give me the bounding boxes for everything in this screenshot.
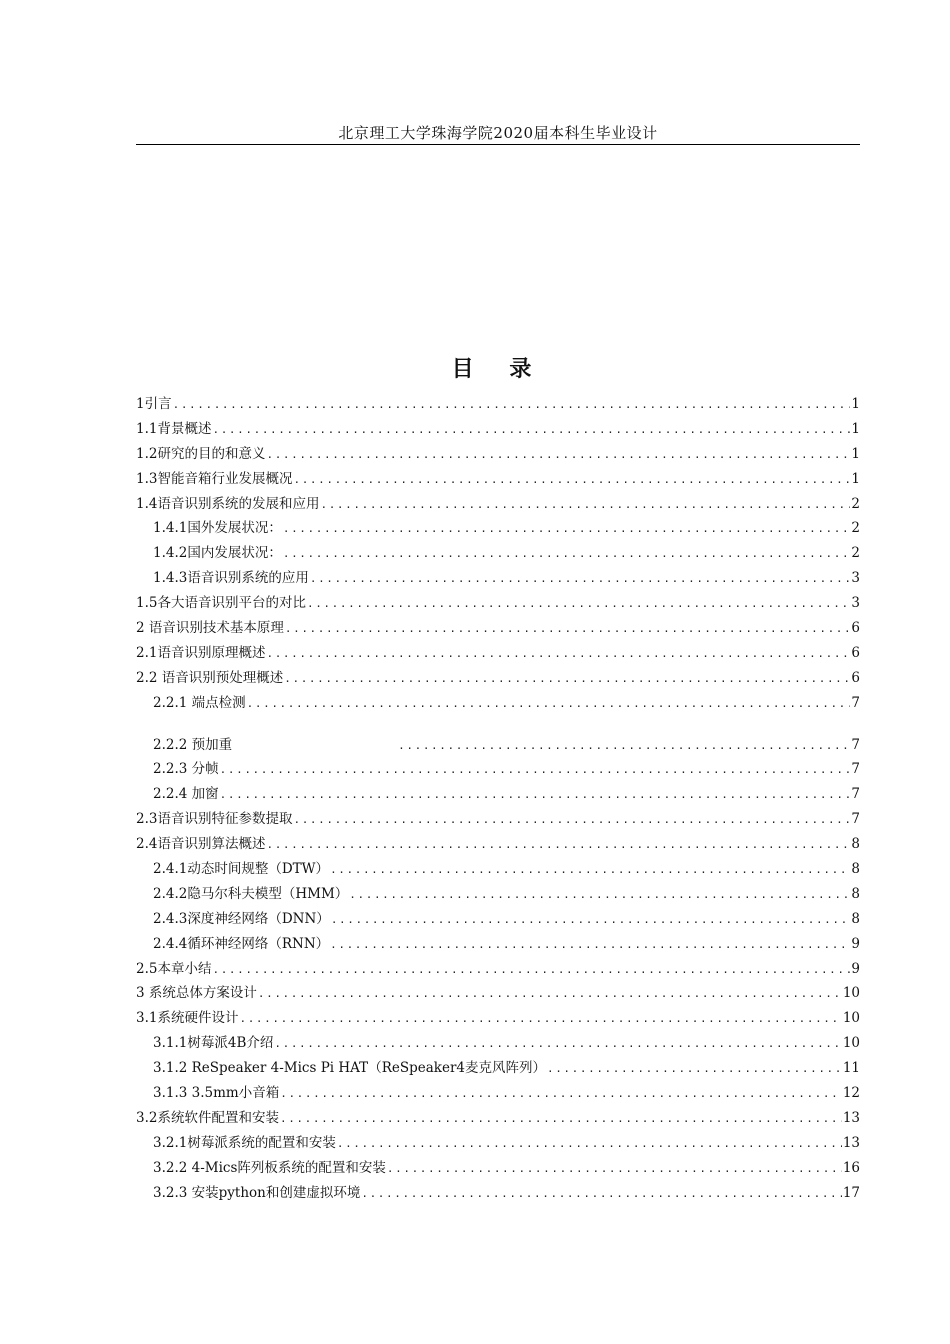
toc-entry-label: 3.1系统硬件设计 bbox=[136, 1010, 239, 1027]
toc-entry-page-number: 1 bbox=[851, 470, 860, 487]
toc-dot-leader bbox=[266, 647, 850, 660]
toc-entry-label: 1.1背景概述 bbox=[136, 420, 212, 437]
toc-dot-leader bbox=[266, 838, 850, 851]
toc-entry-page-number: 10 bbox=[842, 1010, 860, 1027]
toc-entry[interactable] bbox=[136, 832, 860, 857]
toc-entry[interactable] bbox=[136, 417, 860, 442]
toc-dot-leader bbox=[283, 522, 851, 535]
toc-dot-leader bbox=[361, 1187, 841, 1200]
toc-entry-page-number: 7 bbox=[851, 694, 860, 711]
toc-dot-leader bbox=[398, 739, 850, 752]
toc-entry-label: 2.2.1 端点检测 bbox=[153, 694, 246, 711]
toc-entry-page-number: 6 bbox=[851, 669, 860, 686]
toc-dot-leader bbox=[220, 788, 851, 801]
toc-dot-leader bbox=[293, 813, 850, 826]
toc-entry-label: 1.2研究的目的和意义 bbox=[136, 445, 266, 462]
toc-dot-leader bbox=[239, 1012, 841, 1025]
toc-entry-label: 1.4.3语音识别系统的应用 bbox=[153, 570, 309, 587]
toc-entry[interactable] bbox=[136, 932, 860, 957]
toc-entry-label: 1.5各大语音识别平台的对比 bbox=[136, 595, 306, 612]
toc-dot-leader bbox=[212, 423, 850, 436]
toc-entry-page-number: 2 bbox=[851, 545, 860, 562]
toc-dot-leader bbox=[274, 1037, 841, 1050]
toc-entry-page-number: 17 bbox=[842, 1184, 860, 1201]
toc-entry-label: 3 系统总体方案设计 bbox=[136, 985, 257, 1002]
toc-dot-leader bbox=[331, 913, 851, 926]
toc-entry-page-number: 7 bbox=[851, 736, 860, 753]
toc-entry-label: 2.4.2隐马尔科夫模型（HMM） bbox=[153, 885, 349, 902]
toc-entry-page-number: 7 bbox=[851, 811, 860, 828]
toc-dot-leader bbox=[547, 1062, 842, 1075]
toc-entry-page-number: 3 bbox=[851, 595, 860, 612]
toc-entry-page-number: 6 bbox=[851, 644, 860, 661]
toc-entry[interactable] bbox=[136, 467, 860, 492]
toc-dot-leader bbox=[284, 672, 850, 685]
toc-entry-label: 1引言 bbox=[136, 396, 172, 412]
toc-entry-label: 3.1.3 3.5mm小音箱 bbox=[153, 1085, 280, 1102]
toc-dot-leader bbox=[247, 697, 851, 710]
toc-entry-label: 2 语音识别技术基本原理 bbox=[136, 620, 284, 637]
toc-entry-label: 2.4.3深度神经网络（DNN） bbox=[153, 910, 330, 927]
toc-dot-leader bbox=[337, 1137, 842, 1150]
toc-entry-page-number: 8 bbox=[851, 836, 860, 853]
toc-entry-page-number: 1 bbox=[851, 396, 860, 412]
toc-entry-label: 3.2系统软件配置和安装 bbox=[136, 1109, 279, 1126]
toc-entry-label: 2.2.2 预加重 bbox=[153, 736, 233, 753]
toc-entry[interactable] bbox=[136, 492, 860, 517]
toc-entry[interactable] bbox=[136, 541, 860, 566]
toc-entry-page-number: 16 bbox=[842, 1159, 860, 1176]
toc-entry-label: 1.4.1国外发展状况： bbox=[153, 520, 282, 537]
toc-entry-label: 2.2 语音识别预处理概述 bbox=[136, 669, 284, 686]
toc-entry[interactable] bbox=[136, 1181, 860, 1206]
toc-dot-leader bbox=[280, 1112, 842, 1125]
toc-entry-label: 2.5本章小结 bbox=[136, 960, 212, 977]
toc-entry-page-number: 11 bbox=[842, 1060, 860, 1077]
toc-dot-leader bbox=[283, 547, 851, 560]
toc-dot-leader bbox=[307, 597, 850, 610]
toc-entry-page-number: 13 bbox=[842, 1109, 860, 1126]
toc-entry[interactable] bbox=[136, 957, 860, 982]
toc-entry-page-number: 8 bbox=[851, 861, 860, 878]
toc-entry-label: 1.4语音识别系统的发展和应用 bbox=[136, 495, 320, 512]
toc-entry[interactable] bbox=[136, 1006, 860, 1031]
toc-entry-label: 2.2.3 分帧 bbox=[153, 761, 219, 778]
toc-entry-page-number: 6 bbox=[851, 620, 860, 637]
toc-entry[interactable] bbox=[136, 782, 860, 807]
toc-entry-page-number: 3 bbox=[851, 570, 860, 587]
toc-entry-page-number: 2 bbox=[851, 495, 860, 512]
toc-dot-leader bbox=[212, 963, 850, 976]
toc-dot-leader bbox=[387, 1162, 842, 1175]
toc-entry-page-number: 8 bbox=[851, 885, 860, 902]
toc-dot-leader bbox=[293, 473, 850, 486]
toc-entry-page-number: 12 bbox=[842, 1085, 860, 1102]
toc-entry[interactable] bbox=[136, 1131, 860, 1156]
toc-entry-label: 2.3语音识别特征参数提取 bbox=[136, 811, 293, 828]
toc-entry[interactable] bbox=[136, 907, 860, 932]
toc-entry[interactable] bbox=[136, 666, 860, 691]
toc-entry-page-number: 9 bbox=[851, 935, 860, 952]
toc-entry-label: 3.1.2 ReSpeaker 4-Mics Pi HAT（ReSpeaker4麦克风阵列） bbox=[153, 1060, 546, 1077]
toc-entry[interactable] bbox=[136, 733, 860, 758]
toc-title: 目 录 bbox=[451, 356, 546, 382]
toc-entry-page-number: 13 bbox=[842, 1134, 860, 1151]
toc-entry[interactable] bbox=[136, 691, 860, 716]
toc-entry[interactable] bbox=[136, 516, 860, 541]
toc-entry-label: 2.2.4 加窗 bbox=[153, 786, 219, 803]
toc-dot-leader bbox=[330, 863, 850, 876]
toc-entry[interactable] bbox=[136, 757, 860, 782]
toc-entry-label: 3.1.1树莓派4B介绍 bbox=[153, 1035, 274, 1052]
table-of-contents bbox=[136, 392, 860, 1206]
header-divider bbox=[136, 144, 860, 145]
toc-entry[interactable] bbox=[136, 1106, 860, 1131]
toc-entry-label: 2.1语音识别原理概述 bbox=[136, 644, 266, 661]
toc-entry-label: 3.2.3 安装python和创建虚拟环境 bbox=[153, 1184, 361, 1201]
toc-entry-label: 3.2.1树莓派系统的配置和安装 bbox=[153, 1134, 336, 1151]
toc-entry[interactable] bbox=[136, 981, 860, 1006]
toc-entry[interactable] bbox=[136, 857, 860, 882]
toc-entry[interactable] bbox=[136, 566, 860, 591]
toc-dot-leader bbox=[173, 398, 851, 411]
toc-entry[interactable] bbox=[136, 641, 860, 666]
toc-entry-label: 1.3智能音箱行业发展概况 bbox=[136, 470, 293, 487]
toc-entry[interactable] bbox=[136, 1156, 860, 1181]
toc-entry-page-number: 9 bbox=[851, 960, 860, 977]
toc-entry-page-number: 2 bbox=[851, 520, 860, 537]
toc-entry[interactable] bbox=[136, 616, 860, 641]
toc-dot-leader bbox=[320, 498, 850, 511]
toc-dot-leader bbox=[310, 572, 851, 585]
toc-entry[interactable] bbox=[136, 1081, 860, 1106]
toc-entry[interactable] bbox=[136, 591, 860, 616]
toc-entry-page-number: 7 bbox=[851, 786, 860, 803]
toc-dot-leader bbox=[220, 763, 851, 776]
toc-dot-leader bbox=[266, 448, 850, 461]
toc-entry-page-number: 8 bbox=[851, 910, 860, 927]
toc-dot-leader bbox=[258, 987, 842, 1000]
toc-entry-page-number: 10 bbox=[842, 1035, 860, 1052]
toc-entry[interactable] bbox=[136, 392, 860, 417]
toc-entry-page-number: 1 bbox=[851, 420, 860, 437]
toc-entry-label: 1.4.2国内发展状况： bbox=[153, 545, 282, 562]
toc-entry-label: 3.2.2 4-Mics阵列板系统的配置和安装 bbox=[153, 1159, 386, 1176]
toc-entry[interactable] bbox=[136, 1056, 860, 1081]
toc-entry-label: 2.4.1动态时间规整（DTW） bbox=[153, 861, 330, 878]
toc-entry[interactable] bbox=[136, 1031, 860, 1056]
toc-entry[interactable] bbox=[136, 882, 860, 907]
toc-entry[interactable] bbox=[136, 807, 860, 832]
toc-dot-leader bbox=[280, 1087, 842, 1100]
toc-entry-page-number: 10 bbox=[842, 985, 860, 1002]
toc-dot-leader bbox=[349, 888, 850, 901]
toc-entry-label: 2.4.4循环神经网络（RNN） bbox=[153, 935, 330, 952]
toc-entry-page-number: 1 bbox=[851, 445, 860, 462]
toc-entry-page-number: 7 bbox=[851, 761, 860, 778]
toc-entry[interactable] bbox=[136, 442, 860, 467]
page-header-title: 北京理工大学珠海学院2020届本科生毕业设计 bbox=[338, 124, 658, 142]
toc-dot-leader bbox=[330, 938, 850, 951]
toc-entry-label: 2.4语音识别算法概述 bbox=[136, 836, 266, 853]
toc-dot-leader bbox=[285, 622, 851, 635]
